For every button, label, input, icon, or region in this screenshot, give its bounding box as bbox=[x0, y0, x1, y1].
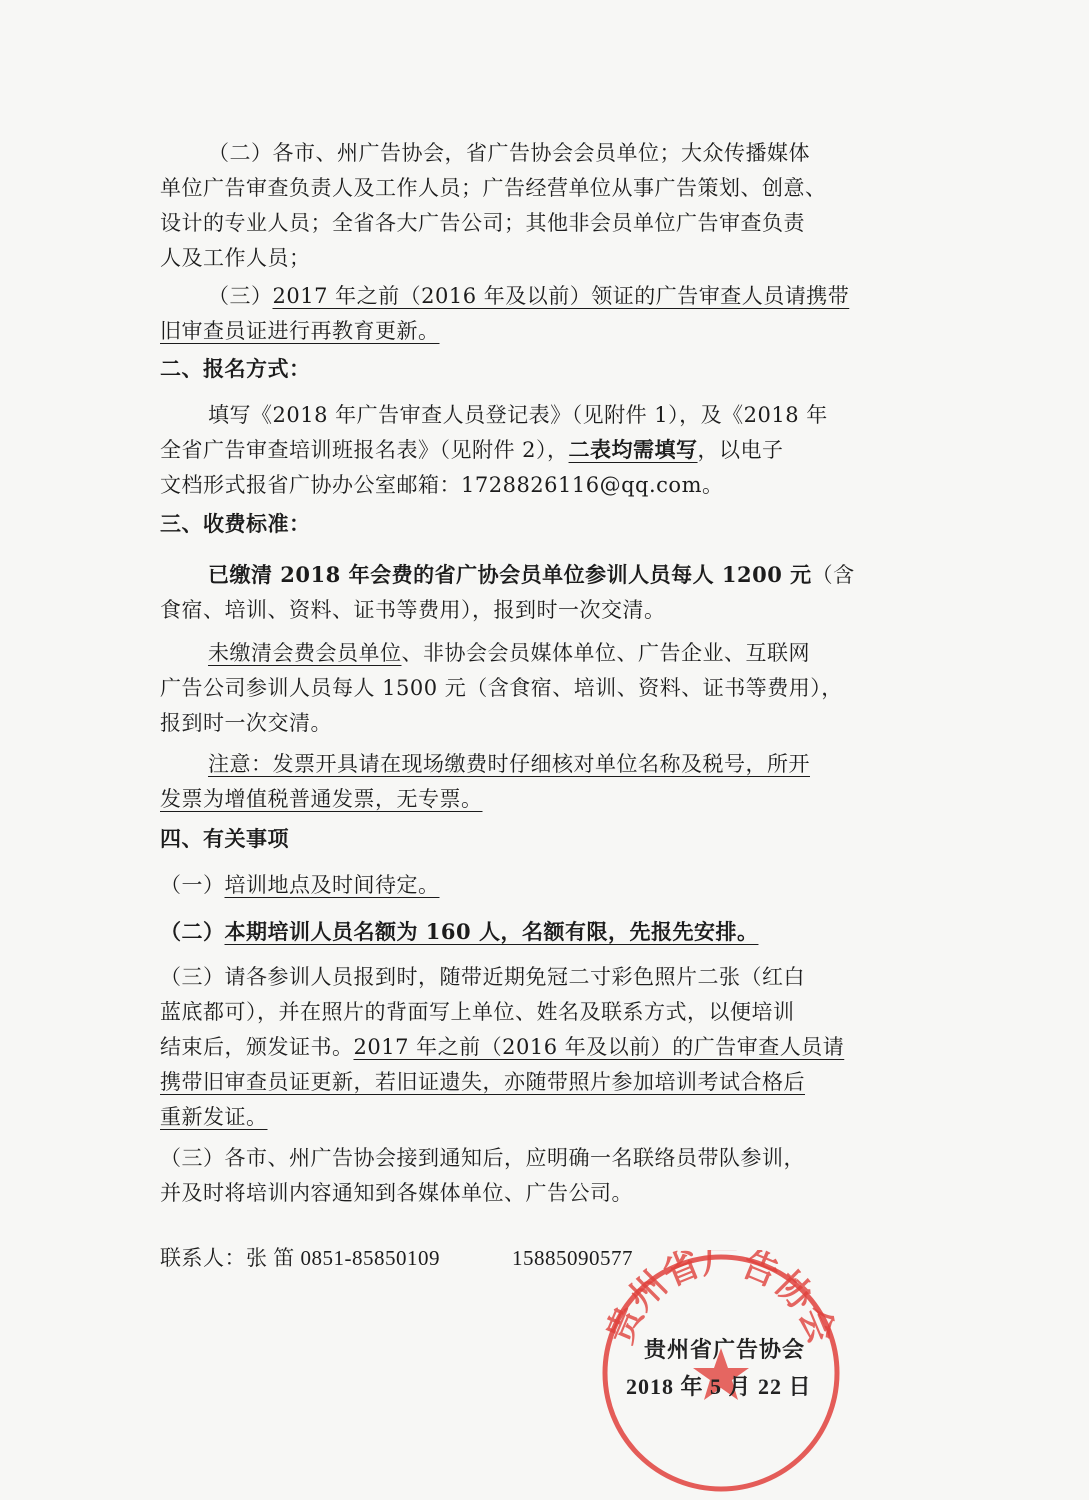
item2-line1: （二）各市、州广告协会，省广告协会会员单位；大众传播媒体 bbox=[208, 141, 810, 165]
invoice-note-line2: 发票为增值税普通发票，无专票。 bbox=[160, 787, 483, 811]
fee-p1-line2: 食宿、培训、资料、证书等费用），报到时一次交清。 bbox=[160, 598, 666, 622]
matter-4-line2: 并及时将培训内容通知到各媒体单位、广告公司。 bbox=[160, 1181, 633, 1205]
item3-underlined-1: 2017 年之前（2016 年及以前）领证的广告审查人员请携带 bbox=[272, 284, 850, 308]
matter-3-line4: 携带旧审查员证更新，若旧证遗失，亦随带照片参加培训考试合格后 bbox=[160, 1070, 805, 1094]
item3-line2: 旧审查员证进行再教育更新。 bbox=[160, 319, 440, 343]
item3-line1 bbox=[208, 279, 849, 313]
matter-3-line3-b: 2017 年之前（2016 年及以前）的广告审查人员请 bbox=[353, 1035, 845, 1059]
matter-3-line1: （三）请各参训人员报到时，随带近期免冠二寸彩色照片二张（红白 bbox=[160, 965, 805, 989]
matter-1-text: 培训地点及时间待定。 bbox=[224, 873, 440, 897]
fee-p2-underlined: 未缴清会费会员单位 bbox=[208, 641, 402, 665]
invoice-note-line1: 注意：发票开具请在现场缴费时仔细核对单位名称及税号，所开 bbox=[208, 752, 810, 776]
section-three-heading: 三、收费标准： bbox=[160, 511, 311, 536]
signature-date: 2018 年 5 月 22 日 bbox=[626, 1374, 812, 1399]
fee-p1-bold: 已缴清 2018 年会费的省广协会员单位参训人员每人 1200 元 bbox=[208, 562, 812, 587]
matter-3-line3 bbox=[160, 1030, 844, 1064]
section-two-line1: 填写《2018 年广告审查人员登记表》（见附件 1），及《2018 年 bbox=[208, 403, 828, 427]
contact-person: 联系人：张 笛 0851-85850109 bbox=[160, 1246, 440, 1270]
section-two-line2-c: ，以电子 bbox=[697, 438, 784, 462]
matter-1-prefix: （一） bbox=[160, 873, 225, 897]
contact-mobile: 15885090577 bbox=[512, 1246, 633, 1270]
signature-org: 贵州省广告协会 bbox=[644, 1337, 806, 1363]
fee-p1-rest: （含 bbox=[811, 563, 855, 587]
matter-4-line1: （三）各市、州广告协会接到通知后，应明确一名联络员带队参训， bbox=[160, 1146, 805, 1170]
seal-arc-text: 贵州省广告协会 bbox=[598, 1250, 844, 1350]
matter-3-line3-a: 结束后，颁发证书。 bbox=[160, 1035, 354, 1059]
section-two-email-line: 文档形式报省广协办公室邮箱：1728826116@qq.com。 bbox=[160, 473, 724, 497]
fee-p2-line3: 报到时一次交清。 bbox=[160, 711, 332, 735]
section-four-heading: 四、有关事项 bbox=[160, 826, 289, 851]
matter-3-line2: 蓝底都可），并在照片的背面写上单位、姓名及联系方式，以便培训 bbox=[160, 1000, 795, 1024]
item2-line2: 单位广告审查负责人及工作人员；广告经营单位从事广告策划、创意、 bbox=[160, 176, 827, 200]
matter-3-line5: 重新发证。 bbox=[160, 1105, 268, 1129]
section-two-line2 bbox=[160, 433, 784, 467]
fee-p2-rest: 、非协会会员媒体单位、广告企业、互联网 bbox=[401, 641, 810, 665]
section-two-heading: 二、报名方式： bbox=[160, 356, 311, 381]
matter-2 bbox=[160, 915, 758, 949]
section-two-line2-a: 全省广告审查培训班报名表》（见附件 2）， bbox=[160, 438, 569, 462]
fee-p2-line2: 广告公司参训人员每人 1500 元（含食宿、培训、资料、证书等费用）， bbox=[160, 676, 843, 700]
matter-2-text: 本期培训人员名额为 160 人，名额有限，先报先安排。 bbox=[224, 919, 759, 944]
section-two-emphasis: 二表均需填写 bbox=[568, 437, 698, 462]
item2-line3: 设计的专业人员；全省各大广告公司；其他非会员单位广告审查负责 bbox=[160, 211, 805, 235]
matter-1 bbox=[160, 868, 440, 902]
fee-p1-line1 bbox=[208, 558, 855, 592]
item2-line4: 人及工作人员； bbox=[160, 246, 311, 270]
matter-2-prefix: （二） bbox=[160, 919, 225, 944]
item3-prefix: （三） bbox=[208, 284, 273, 308]
fee-p2-line1 bbox=[208, 636, 810, 670]
